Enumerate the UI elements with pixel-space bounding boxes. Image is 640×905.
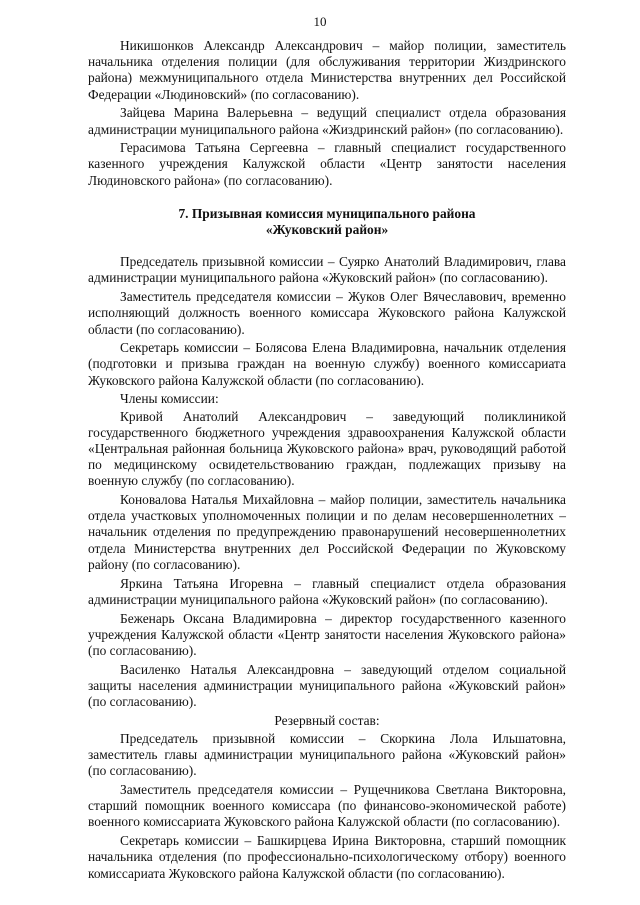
secretary-paragraph: Секретарь комиссии – Болясова Елена Владимировна, начальник отделения (подготовки и призыва граждан на военную службу) военного комиссариата Жуковского района Калужской области (по согласованию).: [88, 340, 566, 388]
member-paragraph: Яркина Татьяна Игоревна – главный специалист отдела образования администрации муниципального района «Жуковский район» (по согласованию).: [88, 575, 566, 607]
reserve-deputy-paragraph: Заместитель председателя комиссии – Рущечникова Светлана Викторовна, старший помощник военного комиссара (по финансово-экономической работе) военного комиссариата Жуковского района Калужской области (по согласованию).: [88, 782, 566, 830]
chairman-paragraph: Председатель призывной комиссии – Суярко Анатолий Владимирович, глава администрации муниципального района «Жуковский район» (по согласованию).: [88, 254, 566, 286]
member-paragraph: Кривой Анатолий Александрович – заведующий поликлиникой государственного бюджетного учреждения здравоохранения Калужской области «Центральная районная больница Жуковского района» врач, руководящий работой по медицинскому освидетельствованию граждан, подлежащих призыву на военную службу (по согласованию).: [88, 408, 566, 489]
reserve-label: Резервный состав:: [274, 712, 380, 728]
member-paragraph: Беженарь Оксана Владимировна – директор государственного казенного учреждения Калужской области «Центр занятости населения Жуковского района» (по согласованию).: [88, 610, 566, 658]
member-paragraph: Никишонков Александр Александрович – майор полиции, заместитель начальника отделения полиции (для обслуживания территории Жиздринского района) межмуниципального отдела Министерства внутренних дел Российской Федерации «Людиновский» (по согласованию).: [88, 38, 566, 102]
document-body: [88, 38, 566, 884]
reserve-secretary-paragraph: Секретарь комиссии – Башкирцева Ирина Викторовна, старший помощник начальника отделения (по профессионально-психологическому отбору) военного комиссариата Жуковского района Калужской области (по согласованию).: [88, 833, 566, 881]
member-paragraph: Коновалова Наталья Михайловна – майор полиции, заместитель начальника отдела участковых уполномоченных полиции и по делам несовершеннолетних – начальник отделения по предупреждению правонарушений несовершеннолетних отдела Министерства внутренних дел Российской Федерации по Жуковскому району (по согласованию).: [88, 492, 566, 572]
section-heading: [88, 206, 566, 238]
section-heading-line: 7. Призывная комиссия муниципального района: [178, 205, 476, 221]
member-paragraph: Василенко Наталья Александровна – заведующий отделом социальной защиты населения администрации муниципального района «Жуковский район» (по согласованию).: [88, 661, 566, 710]
member-paragraph: Зайцева Марина Валерьевна – ведущий специалист отдела образования администрации муниципального района «Жиздринский район» (по согласованию).: [88, 105, 566, 137]
page-number: 10: [313, 14, 327, 29]
member-paragraph: Герасимова Татьяна Сергеевна – главный специалист государственного казенного учреждения Калужской области «Центр занятости населения Людиновского района» (по согласованию).: [88, 140, 566, 188]
section-heading-line: «Жуковский район»: [265, 222, 389, 238]
reserve-chairman-paragraph: Председатель призывной комиссии – Скоркина Лола Ильшатовна, заместитель главы администрации муниципального района «Жуковский район» (по согласованию).: [88, 730, 566, 779]
deputy-paragraph: Заместитель председателя комиссии – Жуков Олег Вячеславович, временно исполняющий должность военного комиссара Жуковского района Калужской области (по согласованию).: [88, 289, 566, 337]
members-label: Члены комиссии:: [120, 391, 219, 407]
